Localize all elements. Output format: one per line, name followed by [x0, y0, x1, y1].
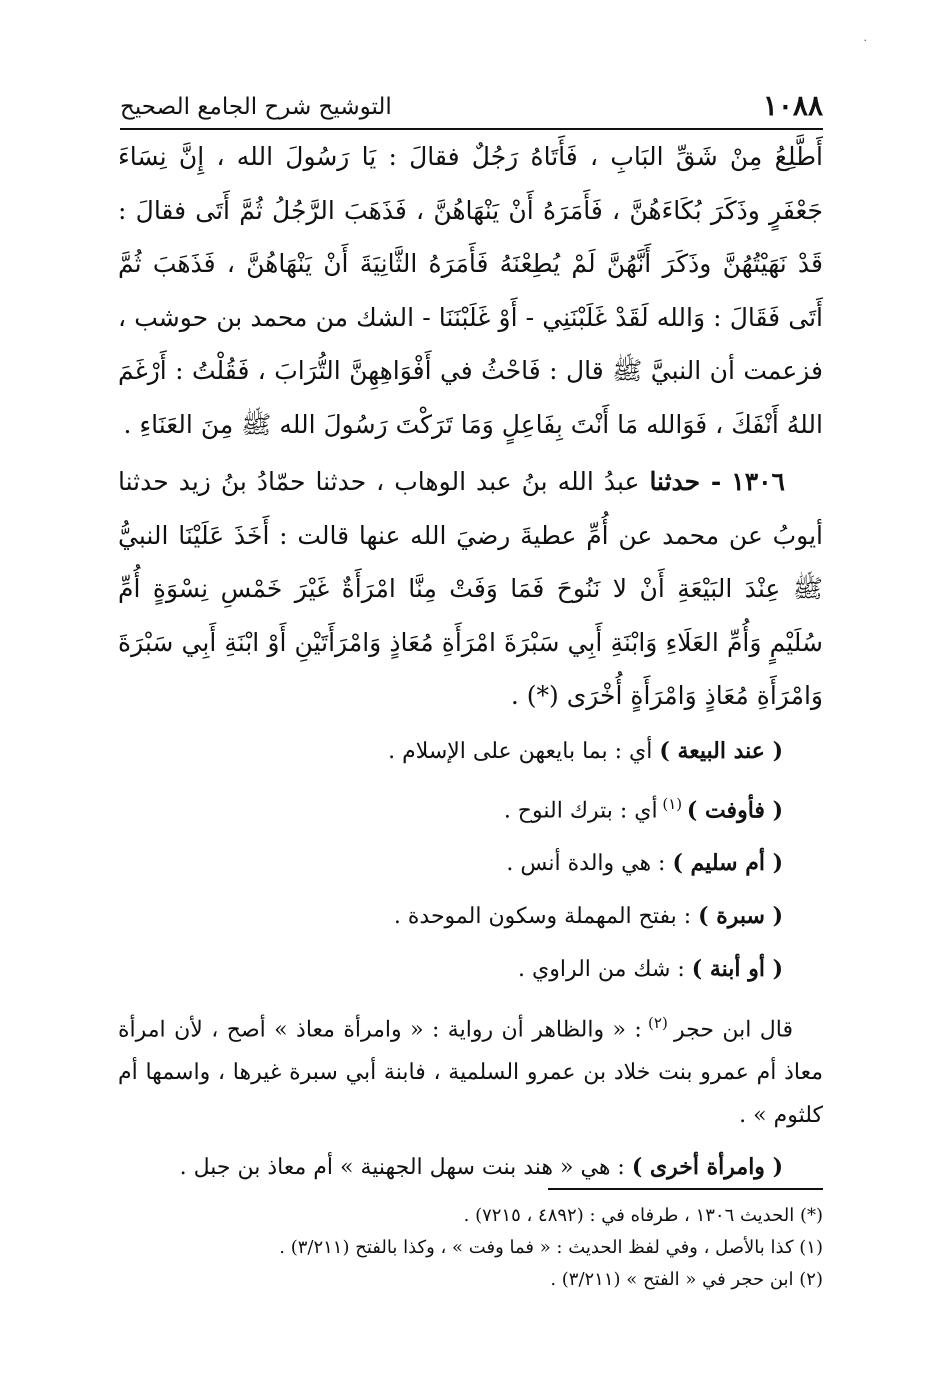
hadith-number: ١٣٠٦ — [731, 467, 785, 496]
gloss-item — [118, 778, 823, 837]
footnote-item: (١) كذا بالأصل ، وفي لفظ الحديث : « فما وفت » ، وكذا بالفتح (٣/٢١١) . — [279, 1237, 823, 1258]
running-title: التوشيح شرح الجامع الصحيح — [120, 94, 392, 120]
gloss-list — [118, 725, 823, 996]
footnotes — [118, 1200, 823, 1296]
gloss-term: ( عند البيعة ) — [659, 737, 783, 764]
gloss-text: أي : بترك النوح . — [503, 797, 658, 823]
main-text — [118, 130, 823, 1194]
ibn-hajar-note — [118, 1002, 823, 1137]
gloss-text: : هي « هند بنت سهل الجهنية » أم معاذ بن جبل . — [179, 1155, 632, 1181]
gloss-term: ( أو أبنة ) — [691, 955, 783, 982]
hadith-continuation: أَطَّلِعُ مِنْ شَقِّ البَابِ ، فَأَتَاهُ رَجُلٌ فقالَ : يَا رَسُولَ الله ، إِنَّ نِسَاءَ جَعْفَرٍ وذَكَرَ بُكَاءَهُنَّ ، فَأَمَرَهُ أَنْ يَنْهَاهُنَّ ، فَذَهَبَ الرَّجُلُ ثُمَّ أَتَى فقالَ : قَدْ نَهَيْتُهُنَّ وذَكَرَ أَنَّهُنَّ لَمْ يُطِعْنَهُ فَأَمَرَهُ الثَّانِيَةَ أَنْ يَنْهَاهُنَّ ، فَذَهَبَ ثُمَّ أَتَى فَقَالَ : وَالله لَقَدْ غَلَبْنَنِي - أَوْ غَلَبْنَنَا - الشك من محمد بن حوشب ، فزعمت أن النبيَّ ﷺ قال : فَاحْثُ في أَفْوَاهِهِنَّ التُّرَابَ ، فَقُلْتُ : أَرْغَمَ اللهُ أَنْفَكَ ، فَوَالله مَا أَنْتَ بِفَاعِلٍ وَمَا تَرَكْتَ رَسُولَ الله ﷺ مِنَ العَنَاءِ . — [118, 142, 823, 439]
gloss-term: ( سبرة ) — [698, 902, 783, 929]
hadith-text: عبدُ الله بنُ عبد الوهاب ، حدثنا حمّادُ بنُ زيد حدثنا أيوبُ عن محمد عن أُمِّ عطيةَ رضيَ الله عنها قالت : أَخَذَ عَلَيْنَا النبيُّ ﷺ عِنْدَ البَيْعَةِ أَنْ لا نَنُوحَ فَمَا وَفَتْ مِنَّا امْرَأَةٌ غَيْرَ خَمْسِ نِسْوَةٍ أُمِّ سُلَيْمٍ وَأُمِّ العَلَاءِ وَابْنَةِ أَبِي سَبْرَةَ امْرَأَةِ مُعَاذٍ وَامْرَأَتَيْنِ أَوْ ابْنَةِ أَبِي سَبْرَةَ وَامْرَأَةِ مُعَاذٍ وَامْرَأَةٍ أُخْرَى (*) . — [118, 467, 823, 710]
gloss-term: ( فأوفت ) — [686, 796, 783, 823]
gloss-text: : شك من الراوي . — [518, 956, 692, 982]
gloss-term: ( وامرأة أخرى ) — [631, 1154, 783, 1181]
gloss-text: : هي والدة أنس . — [506, 850, 673, 876]
gloss-item — [118, 837, 823, 890]
gloss-item — [118, 725, 823, 778]
gloss-item — [118, 943, 823, 996]
gloss-text: : بفتح المهملة وسكون الموحدة . — [393, 903, 699, 929]
footnote-ref: (١) — [657, 794, 687, 813]
scan-mark: · — [863, 34, 867, 47]
hadith-1306 — [118, 455, 823, 723]
footnote-item: (*) الحديث ١٣٠٦ ، طرفاه في : (٤٨٩٢ ، ٧٢١٥) . — [463, 1205, 823, 1226]
gloss-item-last — [118, 1141, 823, 1194]
note-text: : « والظاهر أن رواية : « وامرأة معاذ » أصح ، لأن امرأة معاذ أم عمرو بنت خلاد بن عمرو السلمية ، فابنة أبي سبرة غيرها ، واسمها أم كلثوم » . — [118, 1017, 823, 1129]
page-header — [120, 82, 823, 130]
footnote-ref: (٢) — [641, 1013, 675, 1032]
note-intro: قال ابن حجر — [674, 1017, 794, 1043]
hadith-lead: - حدثنا — [649, 467, 722, 496]
footnote-divider — [548, 1188, 823, 1190]
gloss-text: أي : بما بايعهن على الإسلام . — [388, 738, 660, 764]
gloss-term: ( أم سليم ) — [672, 849, 783, 876]
gloss-item — [118, 890, 823, 943]
page-number: ١٠٨٨ — [762, 89, 823, 122]
footnote-item: (٢) ابن حجر في « الفتح » (٣/٢١١) . — [550, 1269, 823, 1290]
